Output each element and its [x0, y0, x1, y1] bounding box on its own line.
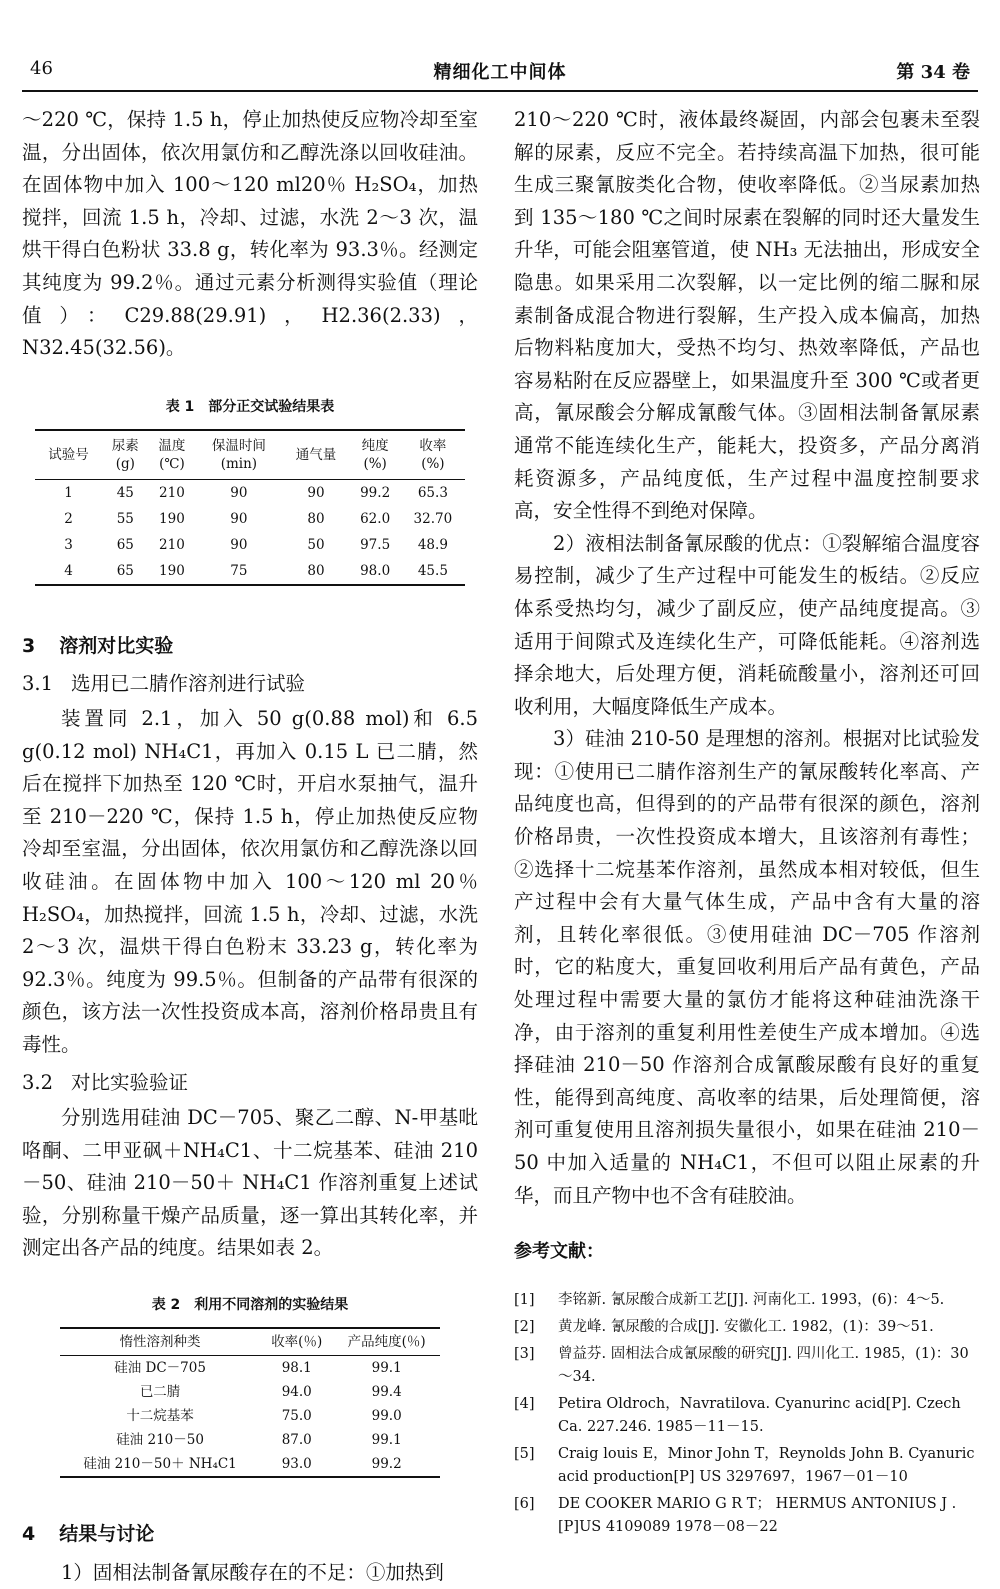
table-cell: 99.2: [360, 484, 391, 501]
reference-number: [3]: [514, 1345, 535, 1362]
table-cell: 90: [230, 484, 248, 501]
reference-list: [514, 1289, 980, 1539]
reference-number: [2]: [514, 1318, 535, 1335]
table-cell: 94.0: [281, 1384, 312, 1401]
subsection-number: 3.1: [22, 672, 54, 696]
table1-caption: 表 1 部分正交试验结果表: [165, 398, 335, 415]
page-number: 46: [30, 58, 53, 79]
table-cell: 99.4: [371, 1384, 402, 1401]
table-cell: 硅油 DC－705: [114, 1360, 206, 1377]
reference-item: [514, 1343, 980, 1389]
references-heading: 参考文献：: [514, 1241, 604, 1263]
journal-title: 精细化工中间体: [433, 62, 567, 83]
table1-header: [195, 430, 282, 480]
table-cell: 十二烷基苯: [126, 1408, 194, 1425]
table2-caption: 表 2 利用不同溶剂的实验结果: [151, 1297, 349, 1314]
table-cell: 80: [307, 562, 325, 579]
paragraph: 装置同 2.1，加入 50 g(0.88 mol)和 6.5 g(0.12 mol) NH₄C1，再加入 0.15 L 已二腈，然后在搅拌下加热至 120 ℃时，开启水泵抽气，温升至 210－220 ℃，保持 1.5 h，停止加热使反应物冷却至室温，分出固体，依次用氯仿和乙醇洗涤以回收硅油。在固体物中加入 100～120 ml 20％ H₂SO₄，加热搅拌，回流 1.5 h，冷却、过滤，水洗 2～3 次，温烘干得白色粉末 33.23 g，转化率为 92.3％。纯度为 99.5％。但制备的产品带有很深的颜色，该方法一次性投资成本高，溶剂价格昂贵且有毒性。: [22, 706, 478, 1056]
table-cell: 45: [116, 484, 134, 501]
table2-header: 惰性溶剂种类: [60, 1328, 260, 1356]
table-cell: 48.9: [417, 536, 448, 553]
table2-header: 产品纯度(％): [333, 1328, 440, 1356]
paragraph: 2）液相法制备氰尿酸的优点：①裂解缩合温度容易控制，减少了生产过程中可能发生的板结。②反应体系受热均匀，减少了副反应，使产品纯度提高。③适用于间隙式及连续化生产，可降低能耗。④溶剂选择余地大，后处理方便，消耗硫酸量小，溶剂还可回收利用，大幅度降低生产成本。: [514, 531, 980, 718]
reference-text: Craig louis E，Minor John T，Reynolds John B. Cyanuric acid production[P] US 3297697，1967－01－10: [558, 1445, 975, 1485]
table2-header: 收率(％): [260, 1328, 333, 1356]
table-cell: 75: [230, 562, 248, 579]
table-cell: 4: [64, 562, 73, 579]
paragraph: ～220 ℃，保持 1.5 h，停止加热使反应物冷却至室温，分出固体，依次用氯仿和乙醇洗涤以回收硅油。在固体物中加入 100～120 ml20％ H₂SO₄，加热搅拌，回流 1.5 h，冷却、过滤，水洗 2～3 次，温烘干得白色粉状 33.8 g，转化率为 93.3％。经测定其纯度为 99.2％。通过元素分析测得实验值（理论值）：C29.88(29.91)，H2.36(2.33)，N32.45(32.56)。: [22, 108, 478, 360]
reference-number: [6]: [514, 1495, 535, 1512]
table-row: [35, 532, 465, 558]
table-cell: 210: [159, 536, 185, 553]
table1-header: [102, 430, 149, 480]
table-cell: 99.2: [371, 1456, 402, 1473]
table1-header: [401, 430, 465, 480]
table-row: [60, 1404, 440, 1428]
running-header: [22, 56, 978, 92]
table-row: [60, 1356, 440, 1381]
subsection-heading: [22, 1067, 478, 1100]
table-cell: 1: [64, 484, 73, 501]
table-row: [60, 1380, 440, 1404]
reference-text: Petira Oldroch，Navratilova. Cyanurinc acid[P]. Czech Ca. 227.246. 1985－11－15.: [558, 1395, 961, 1435]
table-cell: 210: [159, 484, 185, 501]
table1-header: 通气量: [283, 430, 350, 480]
table-cell: 45.5: [417, 562, 448, 579]
section-number: 3: [22, 634, 36, 657]
reference-item: [514, 1393, 980, 1439]
table-row: [60, 1452, 440, 1477]
table-cell: 99.1: [371, 1432, 402, 1449]
section-number: 4: [22, 1523, 36, 1546]
reference-item: [514, 1289, 980, 1312]
paragraph: 分别选用硅油 DC－705、聚乙二醇、N-甲基吡咯酮、二甲亚砜＋NH₄C1、十二烷基苯、硅油 210－50、硅油 210－50＋ NH₄C1 作溶剂重复上述试验，分别称量干燥产品质量，逐一算出其转化率，并测定出各产品的纯度。结果如表 2。: [22, 1106, 478, 1260]
table-cell: 87.0: [281, 1432, 312, 1449]
reference-number: [4]: [514, 1395, 535, 1412]
table-cell: 65: [116, 562, 134, 579]
table-cell: 75.0: [281, 1408, 312, 1425]
reference-item: [514, 1493, 980, 1539]
paragraph: 1）固相法制备氰尿酸存在的不足：①加热到: [61, 1560, 444, 1584]
table-cell: 190: [159, 562, 185, 579]
table-cell: 93.0: [281, 1456, 312, 1473]
table-row: [35, 506, 465, 532]
paragraph: 210～220 ℃时，液体最终凝固，内部会包裹未至裂解的尿素，反应不完全。若持续高温下加热，很可能生成三聚氰胺类化合物，使收率降低。②当尿素加热到 135～180 ℃之间时尿素在裂解的同时还大量发生升华，可能会阻塞管道，使 NH₃ 无法抽出，形成安全隐患。如果采用二次裂解，以一定比例的缩二脲和尿素制备成混合物进行裂解，生产投入成本偏高，加热后物料粘度加大，受热不均匀、热效率降低，产品也容易粘附在反应器壁上，如果温度升至 300 ℃或者更高，氰尿酸会分解成氰酸气体。③固相法制备氰尿素通常不能连续化生产，能耗大，投资多，产品分离消耗资源多，产品纯度低，生产过程中温度控制要求高，安全性得不到绝对保障。: [514, 108, 980, 523]
reference-text: 李铭新. 氰尿酸合成新工艺[J]. 河南化工. 1993，(6)：4～5.: [558, 1291, 945, 1308]
table-cell: 98.0: [360, 562, 391, 579]
table-cell: 65: [116, 536, 134, 553]
volume-label: 第 34 卷: [896, 62, 970, 83]
table1-header-text: 保温时间 (min): [211, 437, 266, 472]
subsection-number: 3.2: [22, 1071, 54, 1095]
table-cell: 98.1: [281, 1360, 312, 1377]
table1-header-text: 温度 (℃): [158, 437, 186, 472]
table-cell: 硅油 210－50＋ NH₄C1: [83, 1456, 237, 1473]
table1-header: [350, 430, 401, 480]
table-cell: 190: [159, 510, 185, 527]
subsection-title: 对比实验验证: [71, 1071, 189, 1095]
table-cell: 50: [307, 536, 325, 553]
right-column: [514, 104, 980, 1543]
table-row: [35, 479, 465, 506]
section-heading: [22, 630, 478, 663]
table-cell: 65.3: [417, 484, 448, 501]
section-title: 溶剂对比实验: [59, 634, 174, 657]
table-cell: 90: [230, 510, 248, 527]
reference-text: 黄龙峰. 氰尿酸的合成[J]. 安徽化工. 1982，(1)：39～51.: [558, 1318, 934, 1335]
table-cell: 62.0: [360, 510, 391, 527]
table-cell: 硅油 210－50: [116, 1432, 204, 1449]
table-cell: 3: [64, 536, 73, 553]
table-cell: 90: [307, 484, 325, 501]
table1-header-text: 纯度 (%): [361, 437, 389, 472]
table-cell: 97.5: [360, 536, 391, 553]
reference-text: 曾益芬. 固相法合成氰尿酸的研究[J]. 四川化工. 1985，(1)：30～34.: [558, 1345, 969, 1385]
table1-header: [149, 430, 196, 480]
section-title: 结果与讨论: [59, 1523, 155, 1546]
table-cell: 99.0: [371, 1408, 402, 1425]
table1-header: 试验号: [35, 430, 102, 480]
section-heading: [22, 1518, 478, 1551]
table1: [35, 429, 465, 586]
table2: [60, 1327, 440, 1478]
table-row: [60, 1428, 440, 1452]
table-row: [35, 558, 465, 585]
reference-item: [514, 1443, 980, 1489]
left-column: [22, 104, 478, 1589]
reference-text: DE COOKER MARIO G R T； HERMUS ANTONIUS J . [P]US 4109089 1978－08－22: [558, 1495, 957, 1535]
table-cell: 55: [116, 510, 134, 527]
reference-number: [5]: [514, 1445, 535, 1462]
table-cell: 已二腈: [139, 1384, 181, 1401]
table-cell: 90: [230, 536, 248, 553]
table-cell: 99.1: [371, 1360, 402, 1377]
reference-number: [1]: [514, 1291, 535, 1308]
table-cell: 2: [64, 510, 73, 527]
table1-header-text: 尿素 (g): [111, 437, 139, 472]
table-cell: 80: [307, 510, 325, 527]
table1-header-text: 收率 (%): [419, 437, 447, 472]
reference-item: [514, 1316, 980, 1339]
table-cell: 32.70: [413, 510, 453, 527]
subsection-title: 选用已二腈作溶剂进行试验: [71, 672, 306, 696]
subsection-heading: [22, 668, 478, 701]
paragraph: 3）硅油 210-50 是理想的溶剂。根据对比试验发现：①使用已二腈作溶剂生产的氰尿酸转化率高、产品纯度也高，但得到的的产品带有很深的颜色，溶剂价格昂贵，一次性投资成本增大，且该溶剂有毒性；②选择十二烷基苯作溶剂，虽然成本相对较低，但生产过程中会有大量气体生成，产品中含有大量的溶剂，且转化率很低。③使用硅油 DC－705 作溶剂时，它的粘度大，重复回收利用后产品有黄色，产品处理过程中需要大量的氯仿才能将这种硅油洗涤干净，由于溶剂的重复利用性差使生产成本增加。④选择硅油 210－50 作溶剂合成氰酸尿酸有良好的重复性，能得到高纯度、高收率的结果，后处理简便，溶剂可重复使用且溶剂损失量很小，如果在硅油 210－50 中加入适量的 NH₄C1，不但可以阻止尿素的升华，而且产物中也不含有硅胶油。: [514, 727, 981, 1207]
